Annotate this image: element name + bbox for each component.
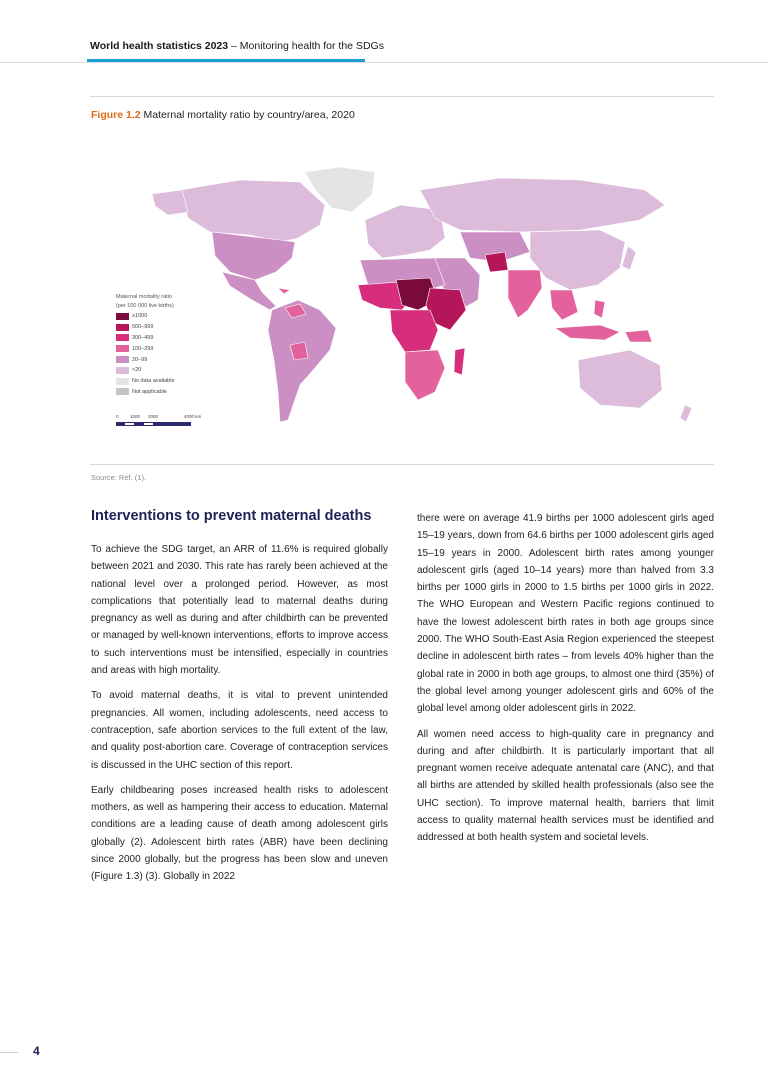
figure-source: Source: Ref. (1).	[91, 473, 147, 482]
alaska-region	[152, 190, 188, 215]
legend-title: Maternal mortality ratio	[116, 294, 172, 300]
australia-region	[578, 350, 662, 408]
legend-swatch	[116, 324, 129, 331]
legend-item	[116, 311, 236, 322]
legend-item	[116, 333, 236, 344]
figure-number: Figure 1.2	[91, 109, 141, 121]
south-america-region	[268, 300, 336, 422]
left-column	[91, 541, 388, 894]
legend-label: 20–99	[132, 356, 148, 363]
section-heading: Interventions to prevent maternal deaths	[91, 508, 372, 524]
madagascar-region	[454, 348, 465, 375]
report-title: World health statistics 2023	[90, 40, 229, 52]
south-asia-region	[508, 270, 542, 318]
southeast-asia-region	[550, 290, 578, 320]
figure-title: Maternal mortality ratio by country/area, 2020	[140, 109, 355, 121]
legend-label: Not applicable	[132, 388, 167, 395]
canada-region	[180, 180, 325, 242]
scale-tick-label: 1000	[130, 414, 141, 419]
legend-item	[116, 354, 236, 365]
philippines-region	[594, 300, 605, 318]
china-region	[530, 230, 625, 290]
page-number: 4	[33, 1044, 40, 1058]
central-africa-region	[390, 310, 438, 352]
legend-item	[116, 387, 236, 398]
paragraph: To achieve the SDG target, an ARR of 11.6% is required globally between 2021 and 2030. This rate has rarely been achieved at the national level over a prolonged period. However, as most complications that potentially lead to maternal deaths during pregnancy as well as during and after childbirth can be prevented or managed by well-known interventions, efforts to improve access to such interventions must be intensified, especially in countries and areas with high mortality.	[91, 544, 388, 677]
legend-swatch	[116, 367, 129, 374]
legend-item	[116, 365, 236, 376]
caribbean-region	[278, 288, 290, 294]
figure-top-rule	[90, 96, 714, 97]
paragraph: Early childbearing poses increased health risks to adolescent mothers, as well as hampering their access to education. Maternal conditions are a leading cause of death among adolescent girls globally (2). Adolescent birth rates (ABR) have been declining since 2000 globally, but the progress has been slow and uneven (Figure 1.3) (3). Globally in 2022	[91, 784, 388, 883]
legend-label: No data available	[132, 378, 175, 385]
scale-bar-segment	[125, 423, 134, 425]
figure-bottom-rule	[90, 464, 714, 465]
scale-tick-label: 0	[116, 414, 119, 419]
japan-region	[622, 246, 636, 270]
new-zealand-region	[680, 405, 692, 422]
right-column	[417, 510, 714, 855]
scale-tick-label: 2000	[148, 414, 159, 419]
scale-bar-segment	[144, 423, 153, 425]
papua-region	[625, 330, 652, 342]
report-subtitle: – Monitoring health for the SDGs	[228, 40, 384, 52]
scale-bar	[116, 414, 206, 430]
legend-swatch	[116, 356, 129, 363]
legend-swatch	[116, 378, 129, 385]
southern-africa-region	[405, 350, 445, 400]
legend-item	[116, 343, 236, 354]
legend-label: ≥1000	[132, 313, 148, 320]
legend-swatch	[116, 313, 129, 320]
indonesia-region	[555, 325, 620, 340]
paragraph: All women need access to high-quality care in pregnancy and during and after childbirth. It is particularly important that all pregnant women receive adequate antenatal care (ANC), and that all births are attended by skilled health professionals (also see the UHC section). To improve maternal health, barriers that limit access to quality maternal health services must be identified and addressed at both health system and societal levels.	[417, 728, 714, 844]
legend-label: 100–299	[132, 345, 154, 352]
legend-label: 500–999	[132, 324, 154, 331]
russia-region	[420, 178, 665, 232]
map-legend	[116, 293, 236, 397]
legend-subtitle: (per 100 000 live births)	[116, 303, 174, 309]
scale-tick-label: 4000 km	[184, 414, 202, 419]
figure-caption	[91, 109, 355, 121]
legend-item	[116, 322, 236, 333]
paragraph: To avoid maternal deaths, it is vital to prevent unintended pregnancies. All women, including adolescents, need access to contraception, safe abortion services to the full extent of the law, and quality post-abortion care. Coverage of contraception services is discussed in the UHC section of this report.	[91, 690, 388, 771]
running-header	[90, 40, 384, 52]
legend-swatch	[116, 345, 129, 352]
legend-label: 300–499	[132, 334, 154, 341]
legend-swatch	[116, 388, 129, 395]
header-divider	[0, 62, 768, 63]
page-number-rule	[0, 1052, 18, 1053]
legend-item	[116, 376, 236, 387]
afghanistan-region	[485, 252, 508, 272]
legend-label: <20	[132, 367, 142, 374]
legend-swatch	[116, 334, 129, 341]
paragraph: there were on average 41.9 births per 1000 adolescent girls aged 15–19 years, down from 64.6 births per 1000 adolescent girls aged 15–19 years in 2000. Adolescent birth rates among younger adolescent girls (aged 10–14 years) more than halved from 3.3 births per 1000 girls in 2000 to 1.5 births per 1000 girls in 2022. The WHO European and Western Pacific regions continued to have the lowest adolescent birth rates in both age groups since 2000. The WHO South-East Asia Region experienced the steepest decline in adolescent birth rates – from levels 40% higher than the global rate in 2000 in both age groups, to almost one third (35%) of the global level among younger adolescent girls and 60% of the global level among older adolescent girls in 2022.	[417, 513, 714, 715]
